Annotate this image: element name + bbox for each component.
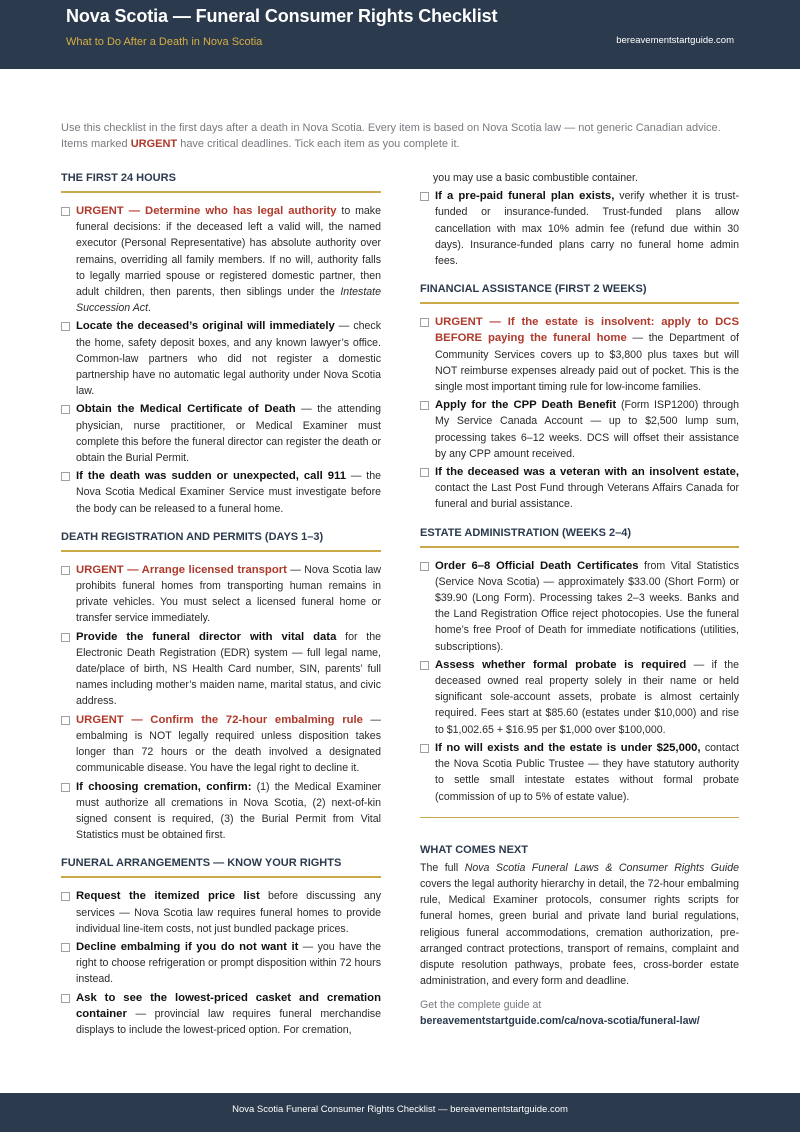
item-title: Apply for the CPP Death Benefit	[435, 399, 617, 412]
item-body: — the attending physician, nurse practitioner, or Medical Examiner must complete this before the funeral director can register the death or obtain the Burial Permit.	[76, 403, 381, 465]
item-title: Request the itemized price list	[76, 890, 260, 903]
checkbox[interactable]	[420, 468, 429, 477]
checklist-item	[420, 314, 739, 395]
get-guide-label: Get the complete guide at	[420, 999, 542, 1012]
site-name: bereavementstartguide.com	[616, 35, 734, 46]
section-first-24-hours	[61, 203, 381, 517]
checkbox[interactable]	[61, 783, 70, 792]
right-column	[420, 170, 739, 1029]
whats-next-pre: The full	[420, 861, 465, 874]
item-title: Assess whether formal probate is required	[435, 658, 687, 671]
checklist-item	[61, 779, 381, 844]
checkbox[interactable]	[61, 633, 70, 642]
item-title: Locate the deceased’s original will immediately	[76, 320, 335, 333]
checklist-item	[420, 657, 739, 738]
item-title: URGENT — Confirm the 72-hour embalming rule	[76, 713, 363, 726]
checklist-item	[420, 558, 739, 655]
checklist-item	[61, 939, 381, 988]
item-title: If no will exists and the estate is under $25,000,	[435, 741, 701, 754]
checklist-item	[61, 318, 381, 399]
section-title-financial: FINANCIAL ASSISTANCE (FIRST 2 WEEKS)	[420, 281, 739, 304]
urgent-keyword: URGENT	[130, 138, 178, 150]
item-title: URGENT — If the estate is insolvent: apply to DCS BEFORE paying the funeral home	[435, 316, 739, 345]
divider	[420, 817, 739, 818]
checklist-item	[61, 629, 381, 710]
checklist-item	[420, 397, 739, 462]
item-body: verify whether it is trust-funded or insurance-funded. Trust-funded plans allow cancellation with max 10% admin fee (refund due within 30 days). Insurance-funded plans carry no funeral home admin fees.	[435, 190, 740, 268]
checkbox[interactable]	[420, 401, 429, 410]
checkbox[interactable]	[420, 661, 429, 670]
item-title: If choosing cremation, confirm:	[76, 780, 252, 793]
item-title: Order 6–8 Official Death Certificates	[435, 559, 639, 572]
item-tail: .	[148, 302, 151, 315]
section-title-registration: DEATH REGISTRATION AND PERMITS (DAYS 1–3)	[61, 529, 381, 552]
item-body: for the Electronic Death Registration (EDR) system — full legal name, date/place of birth, NS Health Card number, SIN, parents’ full names including mother’s maiden name, marital status, and civic address.	[76, 630, 381, 708]
guide-link[interactable]: bereavementstartguide.com/ca/nova-scotia/funeral-law/	[420, 1015, 700, 1028]
item-body: — embalming is NOT legally required unless disposition takes longer than 72 hours or the death involved a designated communicable disease. You have the legal right to decline it.	[76, 713, 381, 775]
arrangements-continuation: you may use a basic combustible container.	[433, 172, 638, 184]
checkbox[interactable]	[420, 192, 429, 201]
whats-next-title: WHAT COMES NEXT	[420, 843, 528, 856]
section-estate	[420, 558, 739, 805]
section-arrangements	[61, 888, 381, 1038]
item-body: — if the deceased owned real property solely in their name or held significant sole-account assets, probate is almost certainly required. Fees start at $85.60 (estates under $10,000) and rise to $1,002.65 + $16.95 per $1,000 over $100,000.	[435, 658, 739, 736]
item-body: to make funeral decisions: if the deceased left a valid will, the named executor (Personal Representative) has absolute authority over remains, overriding all family members. If no will, authority falls to legally married spouse or registered domestic partner, then adult children, then parents, then siblings under the	[76, 205, 381, 299]
item-body: before discussing any services — Nova Scotia law requires funeral homes to provide individual line-item costs, not just bundled package prices.	[76, 890, 381, 935]
item-title: URGENT — Arrange licensed transport	[76, 563, 287, 576]
checkbox[interactable]	[61, 716, 70, 725]
whats-next-text: covers the legal authority hierarchy in detail, the 72-hour embalming rule, Medical Examiner protocols, consumer rights scripts for funeral homes, green burial and private land burial regulations, religious funeral accommodations, cremation authorization, pre-arranged contract protections, transport of remains, complaint and dispute resolution pathways, probate fees, cross-border estate administration, and every form and deadline.	[420, 877, 739, 988]
checklist-item	[61, 712, 381, 777]
checklist-item	[420, 740, 739, 805]
intro-line-2	[61, 136, 751, 152]
whats-next-body	[420, 860, 739, 990]
checkbox[interactable]	[61, 322, 70, 331]
page-header	[0, 0, 800, 69]
item-body: (Form ISP1200) through My Service Canada Account — up to $2,500 lump sum, processing takes 6–12 weeks. DCS will offset their assistance by any CPP amount received.	[435, 399, 739, 460]
checklist-item	[61, 401, 381, 466]
page-footer	[0, 1093, 800, 1132]
item-title: URGENT — Determine who has legal authority	[76, 205, 337, 217]
item-title: Ask to see the lowest-priced casket and cremation container	[76, 991, 381, 1020]
item-title: Decline embalming if you do not want it	[76, 940, 299, 953]
page-subtitle: What to Do After a Death in Nova Scotia	[66, 36, 263, 48]
item-emphasis: Intestate Succession Act	[76, 286, 381, 315]
intro-line-2-pre: Items marked	[61, 138, 131, 150]
checkbox[interactable]	[420, 318, 429, 327]
left-column	[61, 170, 381, 1040]
item-title: Obtain the Medical Certificate of Death	[76, 403, 296, 416]
page-title: Nova Scotia — Funeral Consumer Rights Checklist	[66, 6, 498, 26]
checkbox[interactable]	[61, 943, 70, 952]
item-body: from Vital Statistics (Service Nova Scotia) — approximately $33.00 (Short Form) or $39.90 (Long Form). Processing takes 2–3 weeks. Banks and the Land Registration Office reject photocopies. Use the funeral home’s free Proof of Death for immediate notifications (utilities, subscriptions).	[435, 559, 739, 653]
item-body: — Nova Scotia law prohibits funeral homes from transporting human remains in private vehicles. You must select a licensed funeral home or transfer service immediately.	[76, 563, 381, 625]
intro-line-1: Use this checklist in the first days after a death in Nova Scotia. Every item is based on Nova Scotia law — not generic Canadian advice.	[61, 122, 721, 134]
checkbox[interactable]	[61, 892, 70, 901]
checkbox[interactable]	[61, 472, 70, 481]
checklist-item	[61, 888, 381, 937]
section-registration	[61, 562, 381, 843]
section-title-arrangements: FUNERAL ARRANGEMENTS — KNOW YOUR RIGHTS	[61, 855, 381, 878]
item-title: Provide the funeral director with vital data	[76, 630, 337, 643]
checkbox[interactable]	[420, 562, 429, 571]
footer-text: Nova Scotia Funeral Consumer Rights Checklist — bereavementstartguide.com	[232, 1104, 568, 1115]
checklist-item	[61, 203, 381, 316]
section-title-first-24-hours: THE FIRST 24 HOURS	[61, 170, 381, 193]
item-body: contact the Last Post Fund through Veterans Affairs Canada for funeral and burial assistance.	[435, 482, 739, 511]
item-body: — provincial law requires funeral merchandise displays to include the lowest-priced option. For cremation,	[76, 1007, 381, 1036]
checklist-item	[61, 990, 381, 1039]
item-body: — check the home, safety deposit boxes, and any known lawyer’s office. Common-law partners who did not register a domestic partnership have no automatic legal authority under Nova Scotia law.	[76, 320, 381, 398]
checkbox[interactable]	[420, 744, 429, 753]
checkbox[interactable]	[61, 994, 70, 1003]
intro-text	[61, 120, 751, 152]
section-title-estate: ESTATE ADMINISTRATION (WEEKS 2–4)	[420, 525, 739, 548]
section-arrangements-extra	[420, 188, 739, 269]
intro-line-2-post: have critical deadlines. Tick each item as you complete it.	[177, 138, 460, 150]
checkbox[interactable]	[61, 207, 70, 216]
checklist-item	[420, 464, 739, 513]
item-body: contact the Nova Scotia Public Trustee — they have statutory authority to settle small intestate estates without formal probate (commission of up to 5% of estate value).	[435, 741, 739, 803]
checklist-item	[61, 468, 381, 517]
item-title: If the death was sudden or unexpected, call 911	[76, 470, 346, 483]
checkbox[interactable]	[61, 566, 70, 575]
checklist-item	[61, 562, 381, 627]
item-title: If a pre-paid funeral plan exists,	[435, 190, 615, 203]
checklist-item	[420, 188, 739, 269]
item-body: — the Department of Community Services covers up to $3,800 plus taxes but will NOT reimburse expenses already paid out of pocket. This is the single most important timing rule for low-income families.	[435, 332, 739, 394]
item-body: — you have the right to choose refrigeration or prompt disposition within 72 hours instead.	[76, 940, 381, 986]
item-title: If the deceased was a veteran with an insolvent estate,	[435, 466, 739, 479]
checkbox[interactable]	[61, 405, 70, 414]
section-financial	[420, 314, 739, 512]
item-body: (1) the Medical Examiner must authorize all cremations in Nova Scotia, (2) next-of-kin signed consent is required, (3) the Burial Permit from Vital Statistics must be obtained first.	[76, 780, 381, 842]
guide-title: Nova Scotia Funeral Laws & Consumer Rights Guide	[464, 861, 739, 874]
item-body: — the Nova Scotia Medical Examiner Service must investigate before the body can be released to a funeral home.	[76, 470, 381, 515]
